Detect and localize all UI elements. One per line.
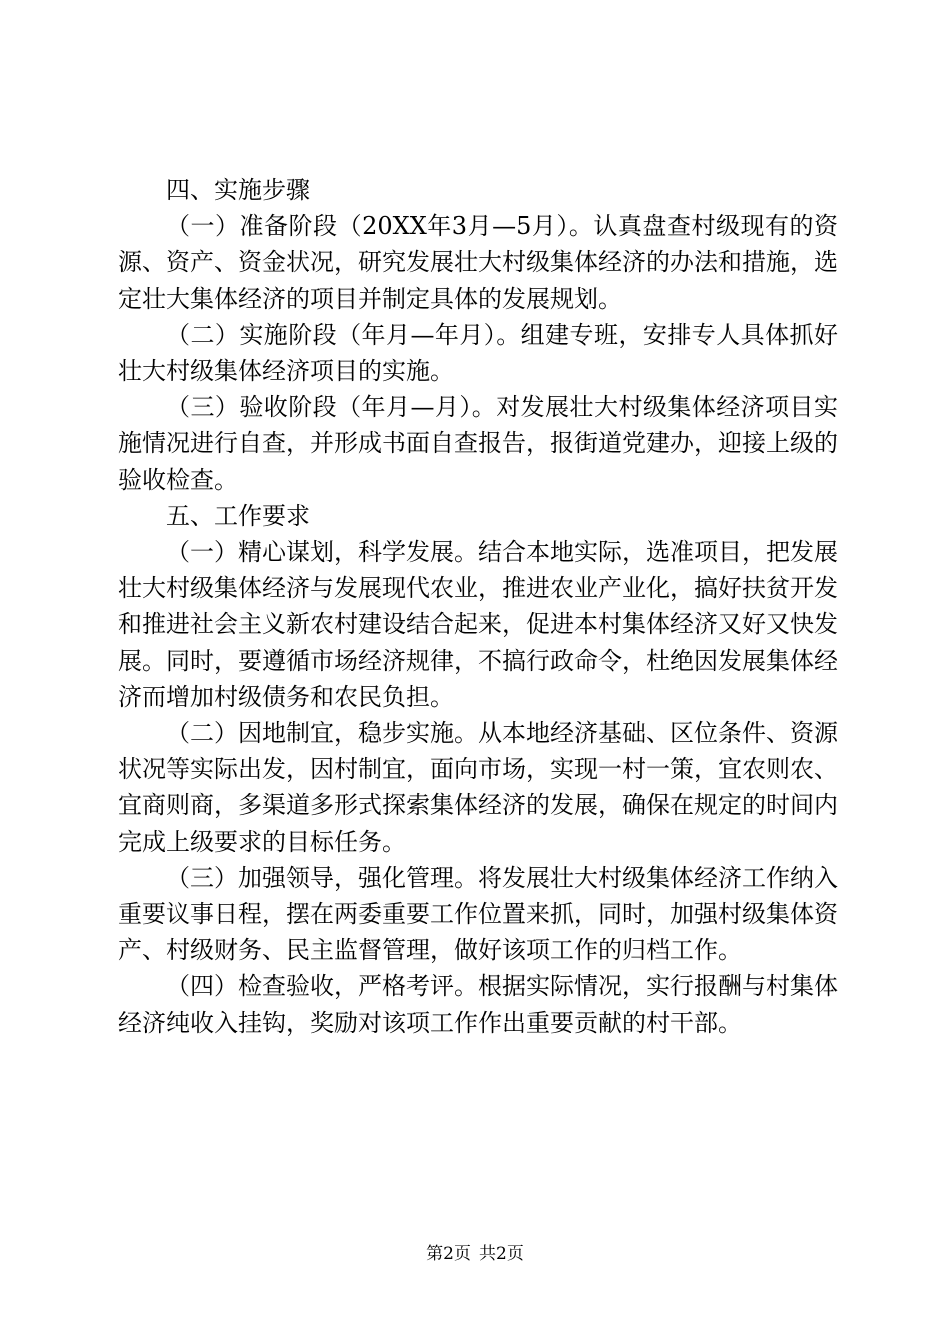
paragraph-inspection: （四）检查验收，严格考评。根据实际情况，实行报酬与村集体经济纯收入挂钩，奖励对该项工作作出重要贡献的村干部。 xyxy=(118,972,838,1037)
paragraph-implementation-stage: （二）实施阶段（年月—年月）。组建专班，安排专人具体抓好壮大村级集体经济项目的实施。 xyxy=(118,320,838,386)
paragraph-preparation-stage: （一）准备阶段（20XX年3月—5月）。认真盘查村级现有的资源、资产、资金状况，研究发展壮大村级集体经济的办法和措施，选定壮大集体经济的项目并制定具体的发展规划。 xyxy=(118,212,838,313)
paragraph-local-conditions: （二）因地制宜，稳步实施。从本地经济基础、区位条件、资源状况等实际出发，因村制宜，面向市场，实现一村一策，宜农则农、宜商则商，多渠道多形式探索集体经济的发展，确保在规定的时间内完成上级要求的目标任务。 xyxy=(118,719,838,856)
section-heading-steps: 四、实施步骤 xyxy=(166,176,310,204)
document-body xyxy=(118,172,838,1041)
page-total: 共2页 xyxy=(479,1244,524,1264)
section-heading-requirements: 五、工作要求 xyxy=(166,501,310,530)
paragraph-acceptance-stage: （三）验收阶段（年月—月）。对发展壮大村级集体经济项目实施情况进行自查，并形成书面自查报告，报街道党建办，迎接上级的验收检查。 xyxy=(118,393,838,494)
paragraph-planning: （一）精心谋划，科学发展。结合本地实际，选准项目，把发展壮大村级集体经济与发展现代农业，推进农业产业化，搞好扶贫开发和推进社会主义新农村建设结合起来，促进本村集体经济又好又快发展。同时，要遵循市场经济规律，不搞行政命令，杜绝因发展集体经济而增加村级债务和农民负担。 xyxy=(118,538,838,711)
page-footer xyxy=(0,1243,950,1265)
page-number: 第2页 xyxy=(426,1244,471,1264)
paragraph-leadership: （三）加强领导，强化管理。将发展壮大村级集体经济工作纳入重要议事日程，摆在两委重要工作位置来抓，同时，加强村级集体资产、村级财务、民主监督管理，做好该项工作的归档工作。 xyxy=(118,863,838,965)
